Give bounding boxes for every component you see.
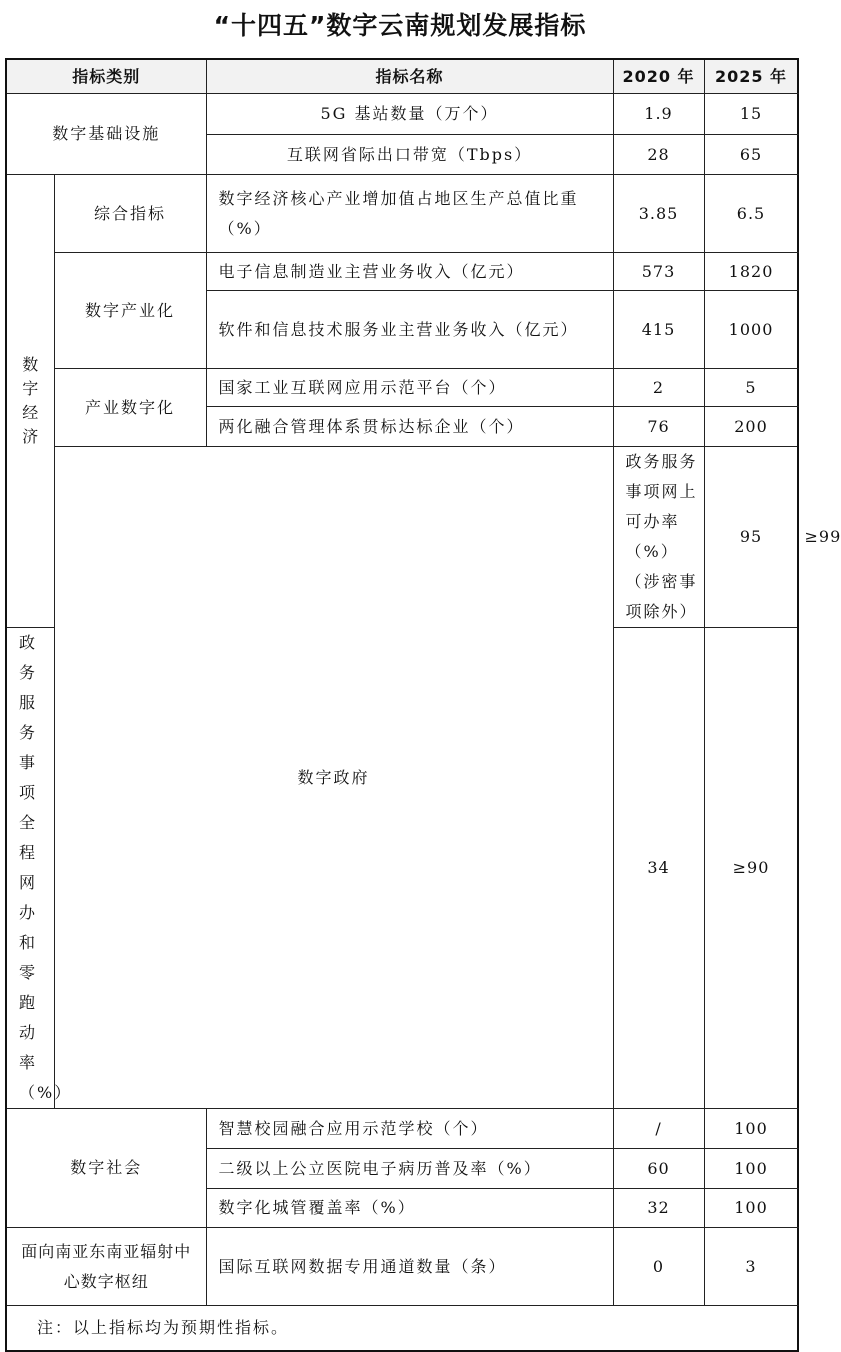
value-2025: 1820 [704, 253, 798, 291]
group-economy-char: 数 [22, 355, 39, 374]
value-2025: 3 [704, 1228, 798, 1306]
value-2020: / [613, 1109, 704, 1149]
value-2020: 573 [613, 253, 704, 291]
value-2025: 100 [704, 1109, 798, 1149]
value-2025: 100 [704, 1189, 798, 1228]
group-economy-char: 济 [22, 427, 39, 446]
indicator-name: 数字化城管覆盖率（%） [206, 1189, 613, 1228]
table-row [6, 369, 798, 407]
value-2025: 6.5 [704, 175, 798, 253]
value-2025: 200 [704, 407, 798, 447]
group-economy-char: 经 [22, 403, 39, 422]
value-2025: 15 [704, 94, 798, 135]
table-row: 数字政府 政务服务事项网上可办率（%）（涉密事项除外） 95 ≥99 [6, 447, 798, 628]
indicator-table [5, 58, 841, 1352]
table-row [6, 175, 798, 253]
table-row [6, 1109, 798, 1149]
indicator-name: 电子信息制造业主营业务收入（亿元） [206, 253, 613, 291]
value-2025: 1000 [704, 291, 798, 369]
value-2020: 76 [613, 407, 704, 447]
group-infra: 数字基础设施 [6, 94, 206, 175]
group-hub: 面向南亚东南亚辐射中心数字枢纽 [6, 1228, 206, 1306]
value-2020: 34 [613, 628, 704, 1109]
table-note: 注：以上指标均为预期性指标。 [6, 1306, 798, 1352]
indicator-name: 国家工业互联网应用示范平台（个） [206, 369, 613, 407]
indicator-name: 政务服务事项网上可办率（%）（涉密事项除外） [613, 447, 704, 628]
header-category: 指标类别 [6, 59, 206, 94]
table-header-row [6, 59, 798, 94]
subgroup-digitalization: 产业数字化 [54, 369, 206, 447]
indicator-name: 二级以上公立医院电子病历普及率（%） [206, 1149, 613, 1189]
header-2020: 2020 年 [613, 59, 704, 94]
indicator-name: 数字经济核心产业增加值占地区生产总值比重（%） [206, 175, 613, 253]
subgroup-industrialization: 数字产业化 [54, 253, 206, 369]
indicator-name: 国际互联网数据专用通道数量（条） [206, 1228, 613, 1306]
value-2020: 28 [613, 135, 704, 175]
value-2020: 1.9 [613, 94, 704, 135]
indicator-name: 互联网省际出口带宽（Tbps） [206, 135, 613, 175]
indicator-name: 政务服务事项全程网办和零跑动率（%） [6, 628, 54, 1109]
value-2020: 415 [613, 291, 704, 369]
value-2020: 60 [613, 1149, 704, 1189]
header-2025: 2025 年 [704, 59, 798, 94]
value-2020: 95 [704, 447, 798, 628]
indicator-name: 5G 基站数量（万个） [206, 94, 613, 135]
group-society: 数字社会 [6, 1109, 206, 1228]
group-economy [6, 175, 54, 628]
value-2025: 100 [704, 1149, 798, 1189]
group-government: 数字政府 [54, 447, 613, 1109]
value-2025: 65 [704, 135, 798, 175]
value-2020: 3.85 [613, 175, 704, 253]
value-2020: 32 [613, 1189, 704, 1228]
value-2020: 2 [613, 369, 704, 407]
table-row [6, 253, 798, 291]
table-row [6, 1228, 798, 1306]
subgroup-composite: 综合指标 [54, 175, 206, 253]
value-2025: ≥90 [704, 628, 798, 1109]
table-row [6, 94, 798, 135]
indicator-name: 软件和信息技术服务业主营业务收入（亿元） [206, 291, 613, 369]
page-title: “十四五”数字云南规划发展指标 [213, 11, 587, 40]
value-2020: 0 [613, 1228, 704, 1306]
header-name: 指标名称 [206, 59, 613, 94]
value-2025: 5 [704, 369, 798, 407]
note-row [6, 1306, 798, 1352]
indicator-name: 智慧校园融合应用示范学校（个） [206, 1109, 613, 1149]
group-economy-char: 字 [22, 379, 39, 398]
indicator-name: 两化融合管理体系贯标达标企业（个） [206, 407, 613, 447]
